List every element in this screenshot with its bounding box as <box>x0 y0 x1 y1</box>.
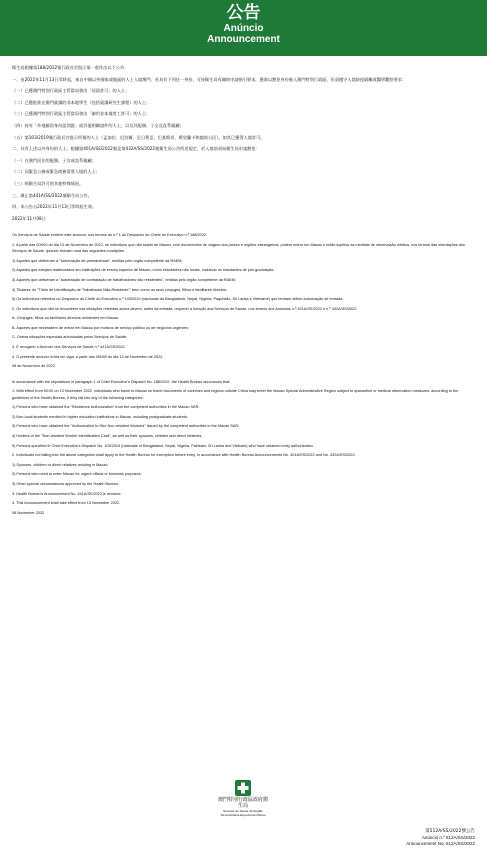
section-pt <box>12 232 475 370</box>
en-item: 1) Spouses, children or direct relatives residing in Macao; <box>12 462 109 467</box>
zh-paragraph-2: 二、具有上述以外身份的人士，根據第401A/SS/2022號及第432A/SS/2022號衛生局公告所述規定，於入境前須向衛生局申請豁免： <box>12 146 260 152</box>
title-zh: 公告 <box>226 3 261 23</box>
en-item: 3) Persons who have obtained the "Authorization to Hire Non-resident Workers" issued by the competent authorities in the Macao SAR; <box>12 424 240 429</box>
section-zh <box>12 64 475 223</box>
pt-item: 3) Aqueles que obtiveram a "autorização de contratação de trabalhadores não residentes", emitida pelo órgão competente da RAEM; <box>12 277 236 282</box>
en-intro: In accordance with the stipulations in paragraph 1 of Chief Executive's Dispatch No. 188/2022, the Health Bureau announces that: <box>12 379 231 384</box>
announcement-header <box>0 0 487 56</box>
pt-paragraph-2: 2. Os indivíduos que não se encontrem nas situações referidas acima devem, antes da entrada, requerer a isenção aos Serviços de Saúde, nos termos dos Anúncios n.º 401A/SS/2022 e n.º 432A/SS/2022: <box>12 306 358 311</box>
pt-item: A. Cônjuges, filhos ou familiares directos residentes em Macau; <box>12 316 119 321</box>
pt-intro: Os Serviços de Saúde emitem este anúncio, nos termos do n.º 1 do Despacho do Chefe do Executivo n.º 188/2022. <box>12 233 208 238</box>
pt-paragraph-1: 1. A partir das 00H00 do dia 13 de Novembro de 2022, os indivíduos que não sejam de Macau, com documentos de viagem dos países e regiões estrangeiros, podem entrar em Macau e estão sujeitos às medidas de observação médica, nos termos das orientações dos Serviços de Saúde, quando reúnam uma das seguintes condições: <box>12 242 465 254</box>
zh-paragraph-4: 四、本公告自2022年11月13日零時起生效。 <box>12 204 97 210</box>
en-item: 2) Persons who need to enter Macao for urgent official or business purposes; <box>12 472 142 477</box>
health-bureau-emblem-icon <box>235 780 251 796</box>
zh-item: （一）已獲澳門特別行政區主管當局發出「居留許可」的人士； <box>12 88 130 94</box>
ref-zh: 第512A/SS/2022號公告 <box>425 829 475 834</box>
en-paragraph-1: 1. With effect from 00:00 on 13 November 2022, individuals who travel to Macao on travel documents of countries and regions outside China may enter the Macao Special Administrative Region subject to quarantine or medical observation measures, according to the guidelines of the Health Bureau, if they fall into any of the following categories: <box>12 389 459 400</box>
en-paragraph-4: 4. This Announcement shall take effect from 13 November 2022. <box>12 501 121 506</box>
en-paragraph-3: 3. Health Bureau's Announcement No. 441A/SS/2022 is revoked. <box>12 491 122 496</box>
ref-en: Announcement No. 512A/SS/2022 <box>406 841 475 846</box>
pt-paragraph-4: 4. O presente anúncio entra em vigor a partir das 00H00 do dia 13 de Novembro de 2022. <box>12 354 164 359</box>
zh-paragraph-1: 一、由2022年11月13日零時起，來自中國以外國家或地區的人士入境澳門，若具有下列任一身份，可按衛生局有關的申請指引要求，獲准以豁免身份進入澳門特別行政區，但須遵守入境防疫隔離或醫學觀察要求： <box>12 76 407 82</box>
en-item: 5) Persons specified in Chief Executive's Dispatch No. 103/2019 (nationals of Bangladesh, Nepal, Nigeria, Pakistan, Sri Lanka and Vietnam) who have obtained entry authorization. <box>12 443 314 448</box>
zh-item: （二）已獲批准在澳門就讀的非本地學生（包括就讀研究生課程）的人士； <box>12 99 151 105</box>
pt-date: 08 de Novembro de 2022 <box>12 364 55 369</box>
zh-item: （三）經衛生局許可的其他特殊情況。 <box>12 180 84 186</box>
zh-item: （一）在澳門居住的配偶、子女或直系親屬； <box>12 157 96 163</box>
zh-paragraph-3: 三、廢止第441A/SS/2022號衛生局公告。 <box>12 192 92 198</box>
en-item: 2) Non-local students enrolled in higher education institutions in Macao, including postgraduate students; <box>12 414 188 419</box>
zh-item: （三）已獲澳門特別行政區主管當局發出「僱用非本地勞工許可」的人士； <box>12 111 151 117</box>
en-item: 4) Holders of the "Non-resident Worker Identification Card", as well as their spouses, children and direct relatives; <box>12 434 203 439</box>
announcement-references <box>406 829 475 847</box>
health-bureau-logo <box>218 780 268 820</box>
en-item: 3) Other special circumstances approved by the Health Bureau. <box>12 482 119 486</box>
org-name-pt: Serviços de Saúde da Região Administrativa Especial de Macau <box>220 809 266 817</box>
pt-item: 5) Os indivíduos referidos no Despacho do Chefe do Executivo n.º 103/2019 (nacionais do Bangladesh, Nepal, Nigéria, Paquistão, Sri Lanka e Vietname) que tenham obtido autorização de entrada. <box>12 297 344 302</box>
pt-item: 4) Titulares do "Título de Identificação de Trabalhador Não-Residente", bem como os seus cônjuges, filhos e familiares directos; <box>12 287 228 292</box>
section-en <box>12 379 475 517</box>
pt-paragraph-3: 3. É revogado o Anúncio dos Serviços de Saúde n.º 441A/SS/2022. <box>12 345 126 350</box>
zh-item: （二）因緊急公務或緊急商務需要入境的人士； <box>12 169 100 175</box>
pt-item: 1) Aqueles que obtiveram a "autorização de permanência", emitida pelo órgão competente da RAEM; <box>12 258 183 263</box>
title-pt: Anúncio <box>223 23 264 34</box>
zh-item: （五）第103/2019號行政長官批示所指的人士（孟加拉、尼泊爾、尼日利亞、巴基斯坦、斯里蘭卡和越南公民），如其已獲得入境許可。 <box>12 134 265 140</box>
en-paragraph-2: 2. Individuals not falling into the above categories shall apply to the Health Bureau for exemption before entry, in accordance with Health Bureau Announcements No. 401A/SS/2022 and No. 432A/SS/2022: <box>12 453 356 458</box>
title-en: Announcement <box>207 34 280 45</box>
announcement-body <box>12 64 475 525</box>
pt-item: C. Outras situações especiais autorizadas pelos Serviços de Saúde. <box>12 335 128 340</box>
ref-pt: Anúncio n.º 512A/SS/2022 <box>421 835 475 840</box>
en-date: 08 November 2022 <box>12 510 45 515</box>
pt-item: B. Aqueles que necessitem de entrar em Macau por motivos de serviço público ou de negócios urgentes; <box>12 325 189 330</box>
pt-item: 2) Aqueles que estejam matriculados em instituições de ensino superior de Macau, como estudantes não locais, incluindo os estudantes de pós-graduação; <box>12 268 275 273</box>
zh-intro: 衛生局根據第188/2022號行政長官批示第一款作出以下公告： <box>12 65 129 70</box>
zh-item: （四）持有「外地僱員身份認別證」或其他相關證件的人士，以及其配偶、子女及直系親屬； <box>12 122 184 128</box>
org-name-zh: 澳門特別行政區政府衛生局 <box>218 797 269 809</box>
en-item: 1) Persons who have obtained the "Residence Authorization" from the competent authorities in the Macao SAR; <box>12 405 200 410</box>
zh-date: 2022年11月08日 <box>12 215 46 221</box>
